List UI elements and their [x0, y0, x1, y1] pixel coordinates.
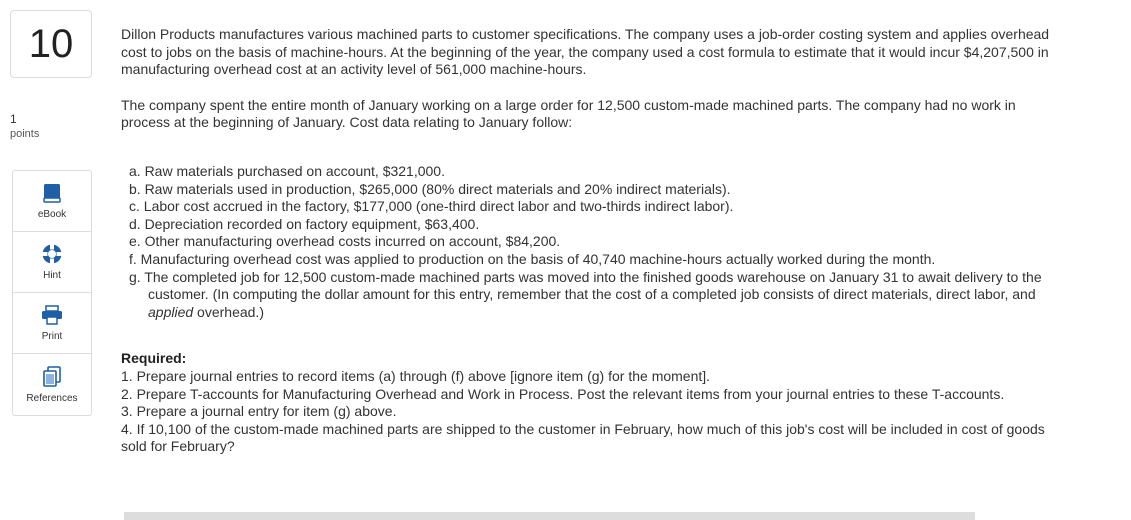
- list-item: e. Other manufacturing overhead costs incurred on account, $84,200.: [129, 233, 561, 250]
- print-label: Print: [41, 331, 63, 342]
- required-item-2: 2. Prepare T-accounts for Manufacturing Overhead and Work in Process. Post the relevant items from your journal entries to these T-accounts.: [121, 385, 1005, 402]
- book-icon: [42, 182, 62, 204]
- problem-context: The company spent the entire month of January working on a large order for 12,500 custom-made machined parts. The company had no work in process at the beginning of January. Cost data relating to January follow:: [121, 96, 1016, 131]
- lifebuoy-icon: [41, 243, 63, 265]
- list-item: a. Raw materials purchased on account, $321,000.: [129, 162, 445, 179]
- hint-button[interactable]: [13, 232, 91, 293]
- list-item: c. Labor cost accrued in the factory, $177,000 (one-third direct labor and two-thirds indirect labor).: [129, 198, 734, 215]
- question-content: [121, 26, 1066, 456]
- list-item: d. Depreciation recorded on factory equipment, $63,400.: [129, 215, 480, 232]
- required-item-1: 1. Prepare journal entries to record items (a) through (f) above [ignore item (g) for the moment].: [121, 367, 711, 384]
- required-item-3: 3. Prepare a journal entry for item (g) above.: [121, 403, 397, 420]
- printer-icon: [41, 304, 63, 326]
- ebook-label: eBook: [37, 209, 67, 220]
- question-number-text: 10: [28, 21, 74, 66]
- required-heading: Required:: [121, 350, 187, 367]
- required-item-4: 4. If 10,100 of the custom-made machined parts are shipped to the customer in February, how much of this job's cost will be included in cost of goods sold for February?: [121, 420, 1045, 455]
- tools-panel: [12, 170, 92, 416]
- list-item-text: g. The completed job for 12,500 custom-made machined parts was moved into the finished goods warehouse on January 31 to await delivery to the customer. (In computing the dollar amount for this entry, remember that the cost of a completed job consists of direct materials, direct labor, and applied overhead.): [129, 268, 1042, 320]
- points-value: 1: [10, 112, 17, 126]
- cost-data-list: [129, 163, 1066, 321]
- points-label: points: [10, 128, 40, 140]
- list-item: [129, 269, 1066, 322]
- hint-label: Hint: [43, 270, 61, 281]
- points-indicator: [10, 112, 39, 142]
- documents-icon: [42, 366, 62, 388]
- ebook-button[interactable]: [13, 171, 91, 232]
- references-button[interactable]: [13, 354, 91, 415]
- bottom-scroll-bar[interactable]: [124, 512, 975, 520]
- required-section: [121, 350, 1066, 456]
- list-item: b. Raw materials used in production, $265,000 (80% direct materials and 20% indirect materials).: [129, 180, 731, 197]
- references-label: References: [26, 392, 78, 404]
- question-number: [10, 10, 92, 78]
- list-item: f. Manufacturing overhead cost was applied to production on the basis of 40,740 machine-hours actually worked during the month.: [129, 250, 936, 267]
- print-button[interactable]: [13, 293, 91, 354]
- problem-intro: Dillon Products manufactures various machined parts to customer specifications. The company uses a job-order costing system and applies overhead cost to jobs on the basis of machine-hours. At the beginning of the year, the company used a cost formula to estimate that it would incur $4,207,500 in manufacturing overhead cost at an activity level of 561,000 machine-hours.: [121, 26, 1050, 78]
